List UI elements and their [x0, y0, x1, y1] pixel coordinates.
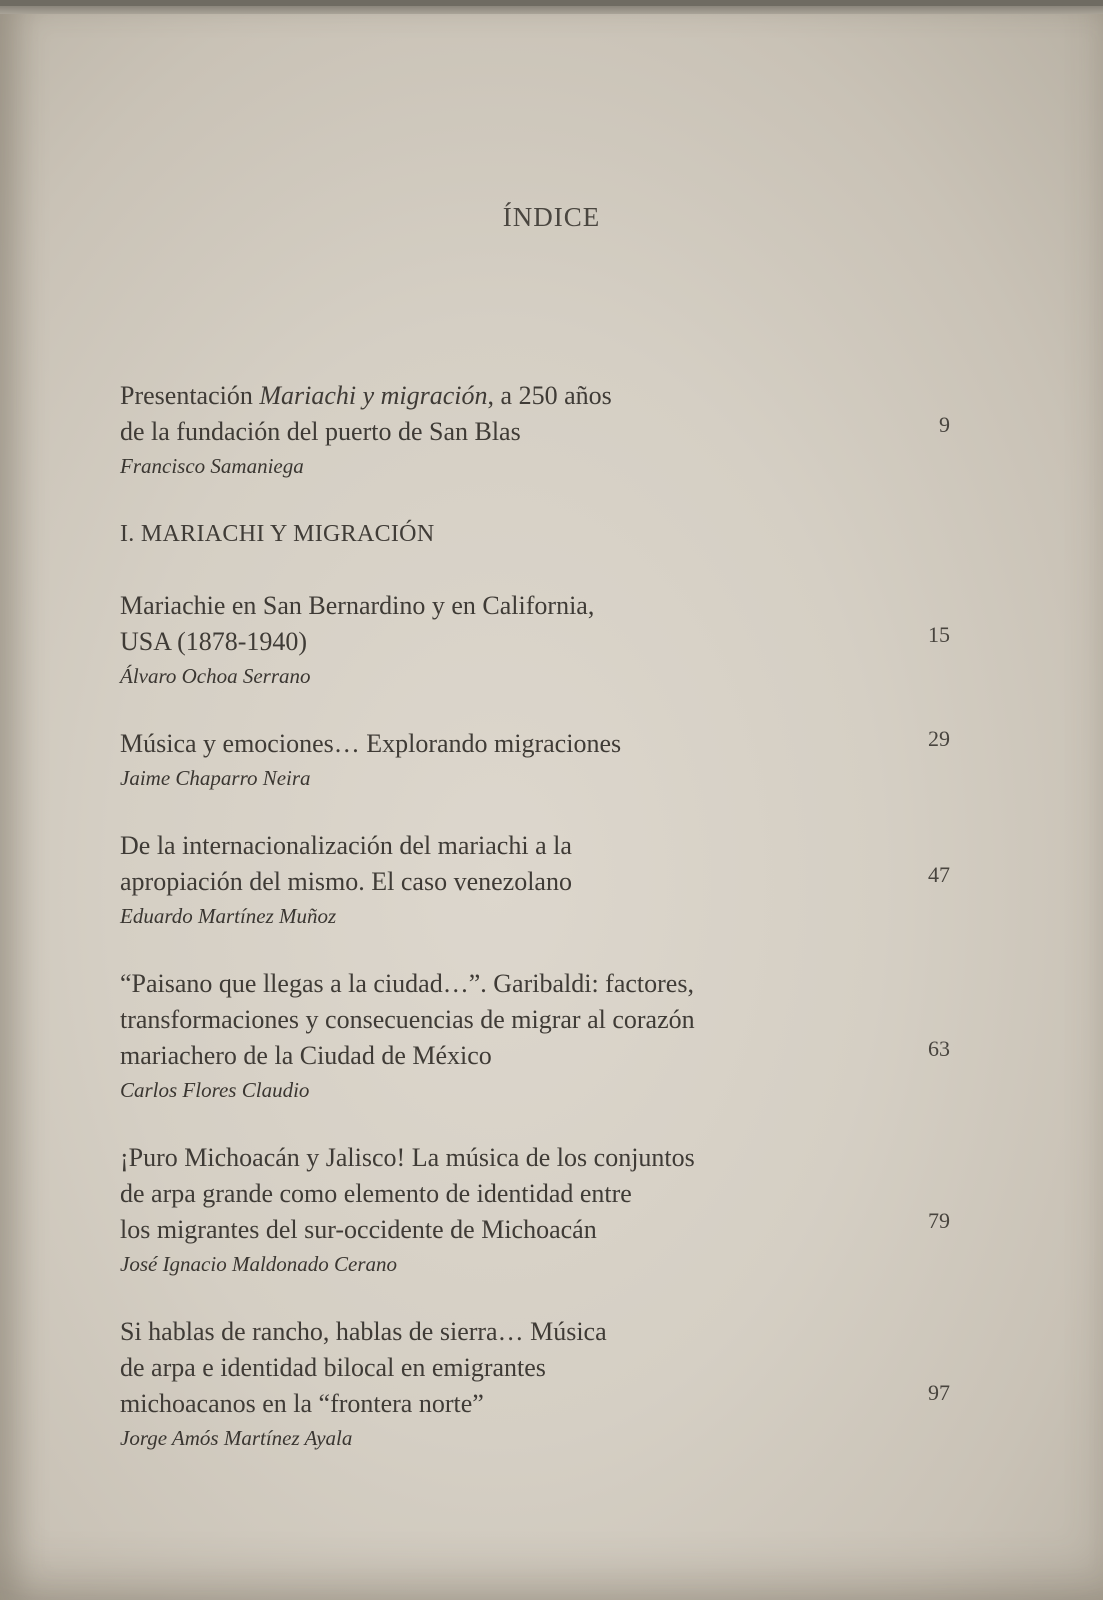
entry-title-line: michoacanos en la “frontera norte” [120, 1389, 484, 1418]
entry-page-number: 63 [928, 1036, 950, 1061]
toc-entry-presentacion [120, 378, 950, 482]
entry-page-number: 79 [928, 1208, 950, 1233]
entry-title-line: de arpa grande como elemento de identidad entre [120, 1179, 632, 1208]
entry-title-line: de arpa e identidad bilocal en emigrantes [120, 1353, 546, 1382]
entry-title-line: Si hablas de rancho, hablas de sierra… Música [120, 1317, 607, 1346]
toc-entry [120, 726, 950, 794]
entry-author: José Ignacio Maldonado Cerano [120, 1252, 398, 1276]
entry-page-number: 97 [928, 1380, 950, 1405]
entry-page-number: 9 [939, 412, 950, 437]
entry-author: Jorge Amós Martínez Ayala [120, 1426, 353, 1450]
entry-author: Eduardo Martínez Muñoz [120, 904, 337, 928]
entry-title-line: USA (1878-1940) [120, 627, 308, 656]
entry-title-line-1: Presentación Mariachi y migración, a 250 años [120, 381, 612, 410]
toc-entry [120, 966, 950, 1106]
toc-entry [120, 588, 950, 692]
entry-title-line: mariachero de la Ciudad de México [120, 1041, 492, 1070]
toc-entry [120, 1140, 950, 1280]
entry-title-line: los migrantes del sur-occidente de Michoacán [120, 1215, 597, 1244]
entry-title-line: apropiación del mismo. El caso venezolano [120, 867, 572, 896]
entry-title-line: Música y emociones… Explorando migraciones [120, 729, 622, 758]
entry-title-line: “Paisano que llegas a la ciudad…”. Garibaldi: factores, [120, 969, 694, 998]
page-title: ÍNDICE [502, 202, 601, 232]
entry-author: Francisco Samaniega [120, 454, 304, 478]
entry-title-line: De la internacionalización del mariachi a la [120, 831, 572, 860]
toc-entry [120, 1314, 950, 1454]
entry-title-line-2: de la fundación del puerto de San Blas [120, 417, 521, 446]
entry-title [120, 378, 800, 450]
entry-author: Jaime Chaparro Neira [120, 766, 311, 790]
entry-author: Álvaro Ochoa Serrano [120, 664, 311, 688]
table-of-contents [120, 378, 950, 1488]
section-heading: I. MARIACHI Y MIGRACIÓN [120, 521, 435, 547]
entry-page-number: 15 [928, 622, 950, 647]
toc-entry [120, 828, 950, 932]
entry-page-number: 29 [928, 726, 950, 751]
entry-author: Carlos Flores Claudio [120, 1078, 310, 1102]
entry-title-line: transformaciones y consecuencias de migrar al corazón [120, 1005, 695, 1034]
entry-title-line: ¡Puro Michoacán y Jalisco! La música de los conjuntos [120, 1143, 695, 1172]
entry-title-line: Mariachie en San Bernardino y en California, [120, 591, 595, 620]
entry-page-number: 47 [928, 862, 950, 887]
page-edge [0, 6, 1103, 14]
book-page [0, 6, 1103, 1600]
